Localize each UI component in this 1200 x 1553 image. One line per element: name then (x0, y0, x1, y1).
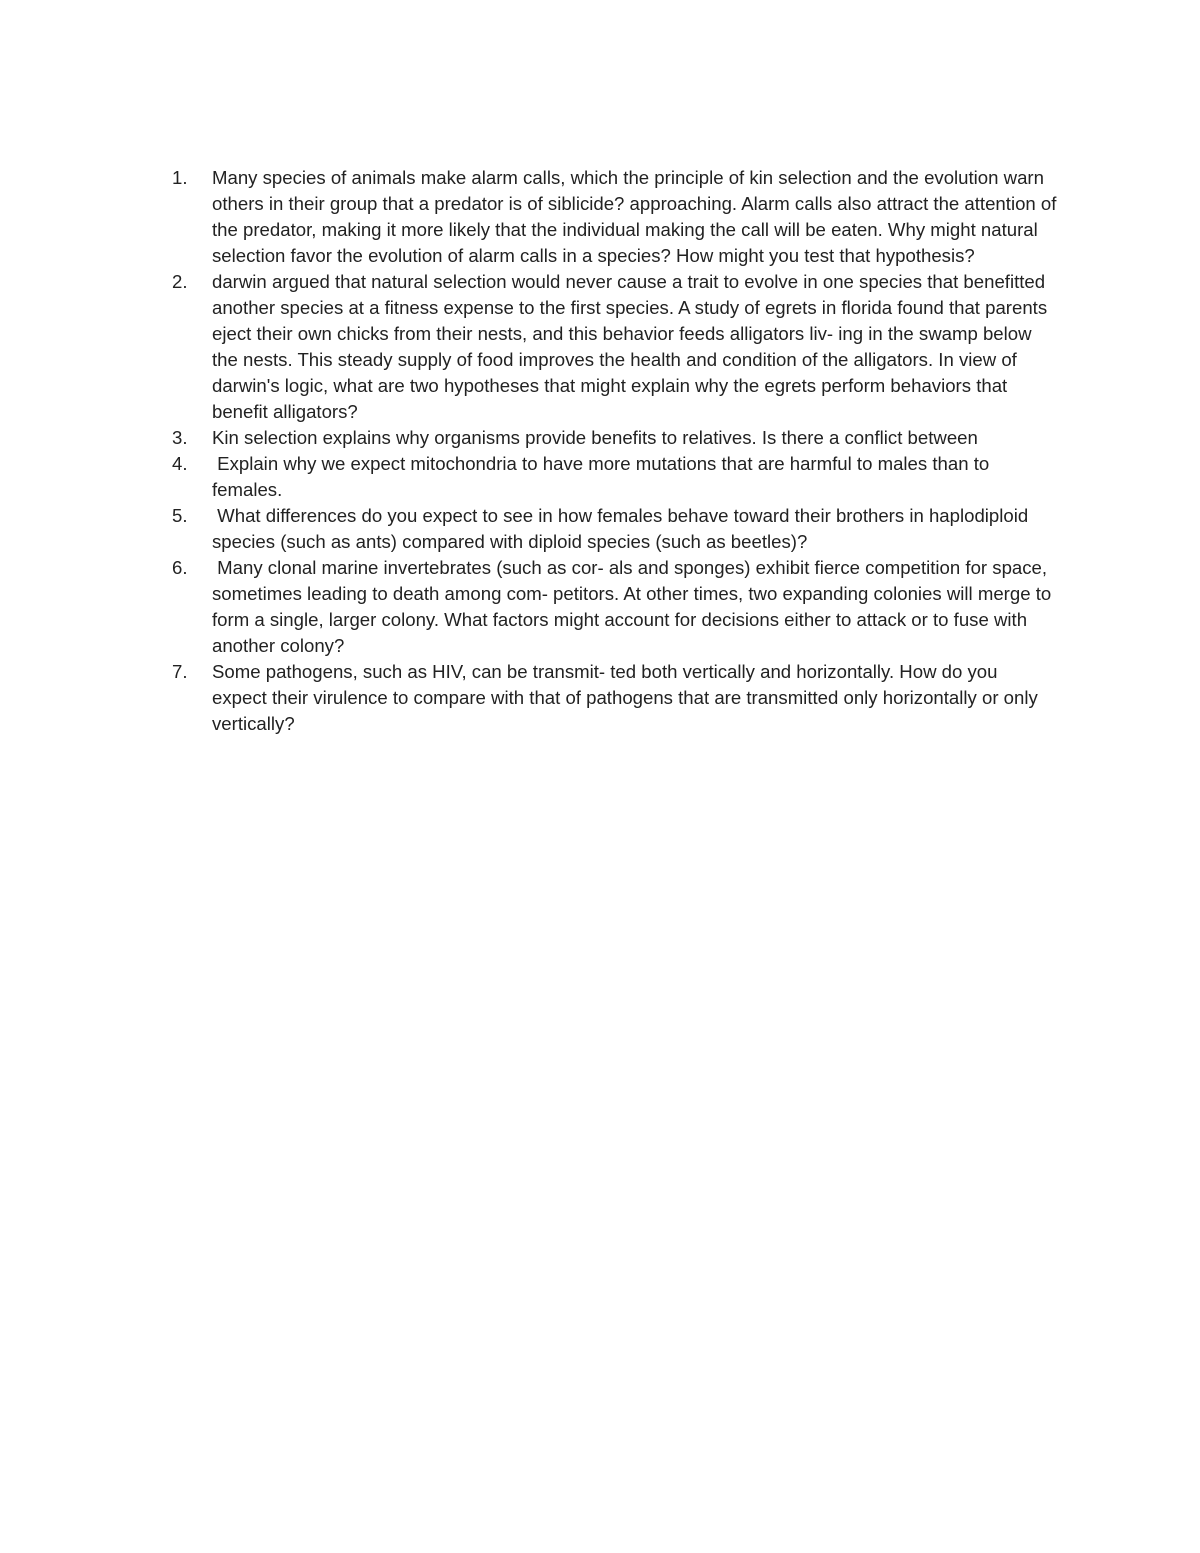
question-text: Kin selection explains why organisms provide benefits to relatives. Is there a conflict between (212, 427, 978, 448)
question-item-4 (172, 451, 1057, 503)
question-text: Explain why we expect mitochondria to have more mutations that are harmful to males than to females. (212, 453, 995, 500)
question-number: 7. (172, 661, 188, 682)
question-item-5 (172, 503, 1057, 555)
question-text: What differences do you expect to see in how females behave toward their brothers in haplodiploid species (such as ants) compared with diploid species (such as beetles)? (212, 505, 1034, 552)
question-text: Many clonal marine invertebrates (such as cor- als and sponges) exhibit fierce competition for space, sometimes leading to death among com- petitors. At other times, two expanding colonies will merge to form a single, larger colony. What factors might account for decisions either to attack or to fuse with another colony? (212, 557, 1057, 656)
question-item-2 (172, 269, 1057, 425)
question-list (172, 165, 1062, 737)
question-item-7 (172, 659, 1057, 737)
question-text: Some pathogens, such as HIV, can be transmit- ted both vertically and horizontally. How do you expect their virulence to compare with that of pathogens that are transmitted only horizontally or only vertically? (212, 661, 1043, 734)
question-number: 1. (172, 167, 188, 188)
question-number: 5. (172, 505, 188, 526)
question-text: Many species of animals make alarm calls, which the principle of kin selection and the evolution warn others in their group that a predator is of siblicide? approaching. Alarm calls also attract the attention of the predator, making it more likely that the individual making the call will be eaten. Why might natural selection favor the evolution of alarm calls in a species? How might you test that hypothesis? (212, 167, 1062, 266)
question-number: 6. (172, 557, 188, 578)
question-item-3 (172, 425, 1057, 451)
question-number: 3. (172, 427, 188, 448)
question-number: 2. (172, 271, 188, 292)
question-item-1 (172, 165, 1062, 269)
question-number: 4. (172, 453, 188, 474)
question-item-6 (172, 555, 1057, 659)
question-text: darwin argued that natural selection would never cause a trait to evolve in one species that benefitted another species at a fitness expense to the first species. A study of egrets in florida found that parents eject their own chicks from their nests, and this behavior feeds alligators liv- ing in the swamp below the nests. This steady supply of food improves the health and condition of the alligators. In view of darwin's logic, what are two hypotheses that might explain why the egrets perform behaviors that benefit alligators? (212, 271, 1053, 422)
